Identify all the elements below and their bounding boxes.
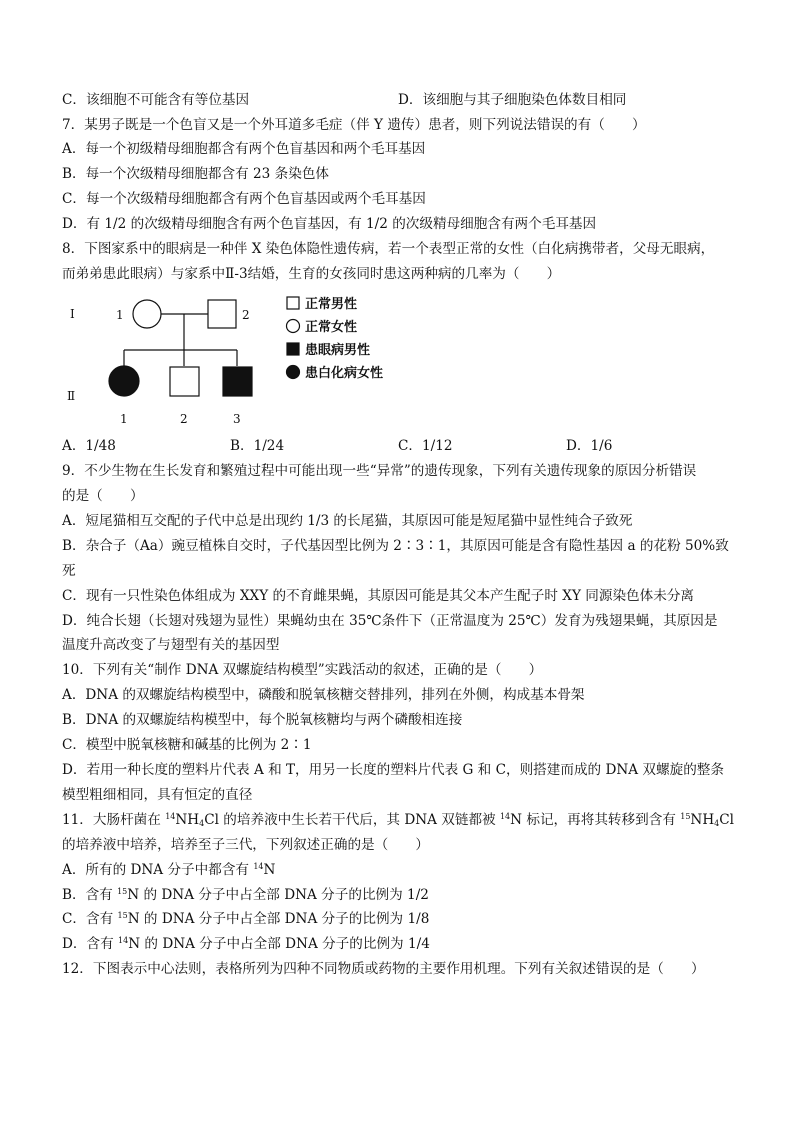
legend-normal-female-icon xyxy=(287,320,300,333)
q8-stem-line1: 8．下图家系中的眼病是一种伴 X 染色体隐性遗传病，若一个表型正常的女性（白化病携带者，父母无眼病， xyxy=(62,241,715,257)
legend-normal-male: 正常男性 xyxy=(305,297,358,312)
q11-a-text: N xyxy=(263,862,276,878)
q10-option-c: C．模型中脱氧核糖和碱基的比例为 2∶1 xyxy=(62,737,312,753)
q8-stem-line2: 而弟弟患此眼病）与家系中Ⅱ-3结婚，生育的女孩同时患这两种病的几率为（ ） xyxy=(62,266,561,282)
q10-stem: 10．下列有关“制作 DNA 双螺旋结构模型”实践活动的叙述，正确的是（ ） xyxy=(62,662,543,678)
q6-option-c: C．该细胞不可能含有等位基因 xyxy=(62,92,250,108)
q11-text: NH xyxy=(175,812,200,828)
pedigree-diagram xyxy=(62,292,462,432)
q8-option-b: B．1/24 xyxy=(230,438,285,454)
q9-stem-line1: 9．不少生物在生长发育和繁殖过程中可能出现一些“异常”的遗传现象，下列有关遗传现象的原因分析错误 xyxy=(62,463,697,479)
q11-text: N 标记，再将其转移到含有 xyxy=(510,812,681,828)
q11-c-text: N 的 DNA 分子中占全部 DNA 分子的比例为 1/8 xyxy=(127,911,430,927)
q11-stem-line2: 的培养液中培养，培养至子三代，下列叙述正确的是（ ） xyxy=(62,837,430,853)
legend-eye-disease-male-icon xyxy=(287,343,299,355)
q7-option-d: D．有 1/2 的次级精母细胞含有两个色盲基因，有 1/2 的次级精母细胞含有两个毛耳基因 xyxy=(62,216,597,232)
q11-d-superscript: 14 xyxy=(118,936,129,945)
q11-a-text: A．所有的 DNA 分子中都含有 xyxy=(62,862,254,878)
q11-isotope-superscript: 15 xyxy=(680,812,691,821)
q9-option-b-line2: 死 xyxy=(62,563,76,579)
q10-option-a: A．DNA 的双螺旋结构模型中，磷酸和脱氧核糖交替排列，排列在外侧，构成基本骨架 xyxy=(62,687,585,703)
generation-label-1: I xyxy=(70,307,75,321)
q8-option-c: C．1/12 xyxy=(398,438,453,454)
individual-ii3-label: 3 xyxy=(233,412,241,426)
q11-isotope-superscript: 14 xyxy=(499,812,511,821)
individual-ii3-eye-disease-male xyxy=(223,367,252,396)
individual-i2-normal-male xyxy=(208,300,236,328)
q7-option-b: B．每一个次级精母细胞都含有 23 条染色体 xyxy=(62,166,330,182)
q11-d-text: N 的 DNA 分子中占全部 DNA 分子的比例为 1/4 xyxy=(128,936,430,952)
q7-stem: 7．某男子既是一个色盲又是一个外耳道多毛症（伴 Y 遗传）患者，则下列说法错误的有（ ） xyxy=(62,117,646,133)
q11-b-superscript: 15 xyxy=(117,887,128,896)
q12-stem: 12．下图表示中心法则，表格所列为四种不同物质或药物的主要作用机理。下列有关叙述错误的是（ ） xyxy=(62,961,705,977)
q11-c-superscript: 15 xyxy=(117,911,128,920)
individual-i1-label: 1 xyxy=(116,308,124,322)
individual-ii2-normal-male xyxy=(170,367,199,396)
individual-ii2-label: 2 xyxy=(180,412,188,426)
q11-option-d xyxy=(62,935,430,953)
q8-option-d: D．1/6 xyxy=(566,438,613,454)
q7-option-a: A．每一个初级精母细胞都含有两个色盲基因和两个毛耳基因 xyxy=(62,141,426,157)
q9-option-c: C．现有一只性染色体组成为 XXY 的不育雌果蝇，其原因可能是其父本产生配子时 XY 同源染色体未分离 xyxy=(62,588,695,604)
q11-b-text: B．含有 xyxy=(62,887,118,903)
q9-option-d-line1: D．纯合长翅（长翅对残翅为显性）果蝇幼虫在 35℃条件下（正常温度为 25℃）发育为残翅果蝇，其原因是 xyxy=(62,613,718,629)
legend-eye-disease-male: 患眼病男性 xyxy=(305,343,371,358)
q8-option-a: A．1/48 xyxy=(62,438,116,454)
q11-d-text: D．含有 xyxy=(62,936,119,952)
q11-isotope-superscript: 14 xyxy=(165,812,176,821)
legend-albinism-female: 患白化病女性 xyxy=(305,366,384,381)
q11-text: NH xyxy=(690,812,715,828)
q6-option-d: D．该细胞与其子细胞染色体数目相同 xyxy=(398,92,627,108)
q9-option-b-line1: B．杂合子（Aa）豌豆植株自交时，子代基因型比例为 2∶3∶1，其原因可能是含有隐性基因 a 的花粉 50%致 xyxy=(62,538,729,554)
legend-albinism-female-icon xyxy=(287,366,300,379)
legend-normal-male-icon xyxy=(287,297,299,309)
q11-option-c xyxy=(62,910,429,928)
q11-text: Cl xyxy=(719,812,735,828)
q11-subscript: 4 xyxy=(199,819,205,828)
individual-i1-normal-female xyxy=(133,300,161,328)
q10-option-d-line1: D．若用一种长度的塑料片代表 A 和 T，用另一长度的塑料片代表 G 和 C，则搭建而成的 DNA 双螺旋的整条 xyxy=(62,762,724,778)
q11-stem-line1 xyxy=(62,811,734,829)
q11-option-a xyxy=(62,861,275,879)
q9-option-d-line2: 温度升高改变了与翅型有关的基因型 xyxy=(62,637,280,653)
legend-normal-female: 正常女性 xyxy=(305,320,358,335)
q9-option-a: A．短尾猫相互交配的子代中总是出现约 1/3 的长尾猫，其原因可能是短尾猫中显性纯合子致死 xyxy=(62,513,633,529)
q10-option-b: B．DNA 的双螺旋结构模型中，每个脱氧核糖均与两个磷酸相连接 xyxy=(62,712,463,728)
q11-option-b xyxy=(62,886,429,904)
individual-ii1-albinism-female xyxy=(109,366,139,396)
q10-option-d-line2: 模型粗细相同，具有恒定的直径 xyxy=(62,787,253,803)
q9-stem-line2: 的是（ ） xyxy=(62,488,144,504)
q11-b-text: N 的 DNA 分子中占全部 DNA 分子的比例为 1/2 xyxy=(127,887,429,903)
individual-ii1-label: 1 xyxy=(120,412,128,426)
q11-text: 11．大肠杆菌在 xyxy=(62,812,166,828)
q7-option-c: C．每一个次级精母细胞都含有两个色盲基因或两个毛耳基因 xyxy=(62,191,426,207)
individual-i2-label: 2 xyxy=(242,308,250,322)
generation-label-2: Ⅱ xyxy=(67,389,76,403)
q11-a-superscript: 14 xyxy=(253,862,264,871)
q11-text: Cl 的培养液中生长若干代后，其 DNA 双链都被 xyxy=(204,812,500,828)
q11-c-text: C．含有 xyxy=(62,911,118,927)
q11-subscript: 4 xyxy=(714,819,720,828)
